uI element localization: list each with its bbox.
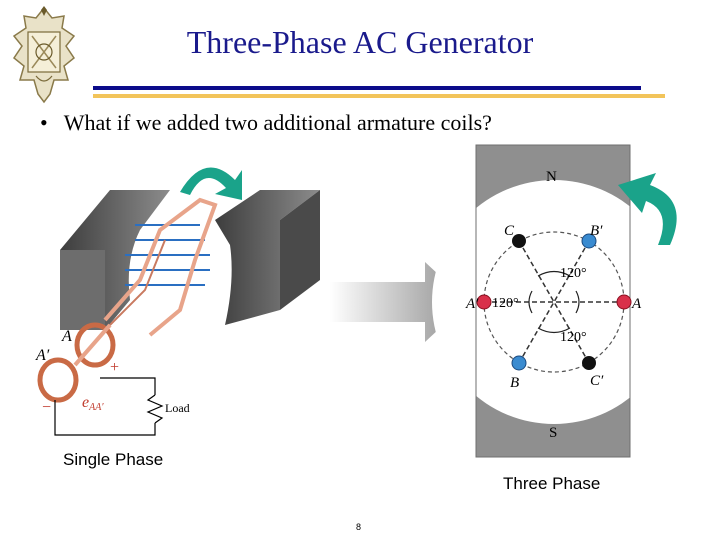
three-phase-caption: Three Phase — [503, 474, 601, 493]
label-a: A — [632, 296, 642, 312]
south-pole-label: S — [549, 425, 558, 441]
terminal-a — [617, 295, 631, 309]
page-number: 8 — [356, 522, 362, 532]
angle-top-label: 120° — [560, 266, 587, 281]
terminal-c-prime — [582, 356, 596, 370]
label-a-prime: A′ — [466, 296, 479, 312]
label-c-prime: C′ — [590, 373, 604, 389]
load-label: Load — [165, 401, 190, 415]
terminal-a-prime — [477, 295, 491, 309]
terminal-c — [512, 234, 526, 248]
terminal-a-label: A — [62, 328, 72, 345]
slip-ring-a-prime — [40, 360, 76, 400]
terminal-b — [512, 356, 526, 370]
north-pole-label: N — [546, 169, 557, 185]
rotation-arrow — [180, 168, 242, 201]
plus-label: + — [110, 359, 120, 376]
title-rule-gold — [93, 94, 665, 98]
angle-bottom-label: 120° — [560, 330, 587, 345]
angle-left-label: 120° — [492, 296, 519, 311]
minus-label: − — [42, 399, 52, 416]
three-phase-generator-figure — [466, 145, 720, 460]
bullet-dot: • — [40, 110, 48, 135]
label-b: B — [510, 375, 520, 391]
load-resistor — [148, 395, 162, 423]
slide-title: Three-Phase AC Generator — [186, 24, 534, 60]
label-b-prime: B′ — [590, 223, 603, 239]
title-rule-blue — [93, 86, 641, 90]
single-phase-caption: Single Phase — [63, 450, 164, 469]
emf-label: eAA′ — [82, 394, 104, 413]
single-phase-generator-figure — [30, 150, 320, 450]
terminal-a-prime-label: A′ — [36, 347, 50, 364]
bullet-item — [40, 110, 492, 136]
label-c: C — [504, 223, 515, 239]
bullet-text: What if we added two additional armature coils? — [63, 110, 492, 135]
